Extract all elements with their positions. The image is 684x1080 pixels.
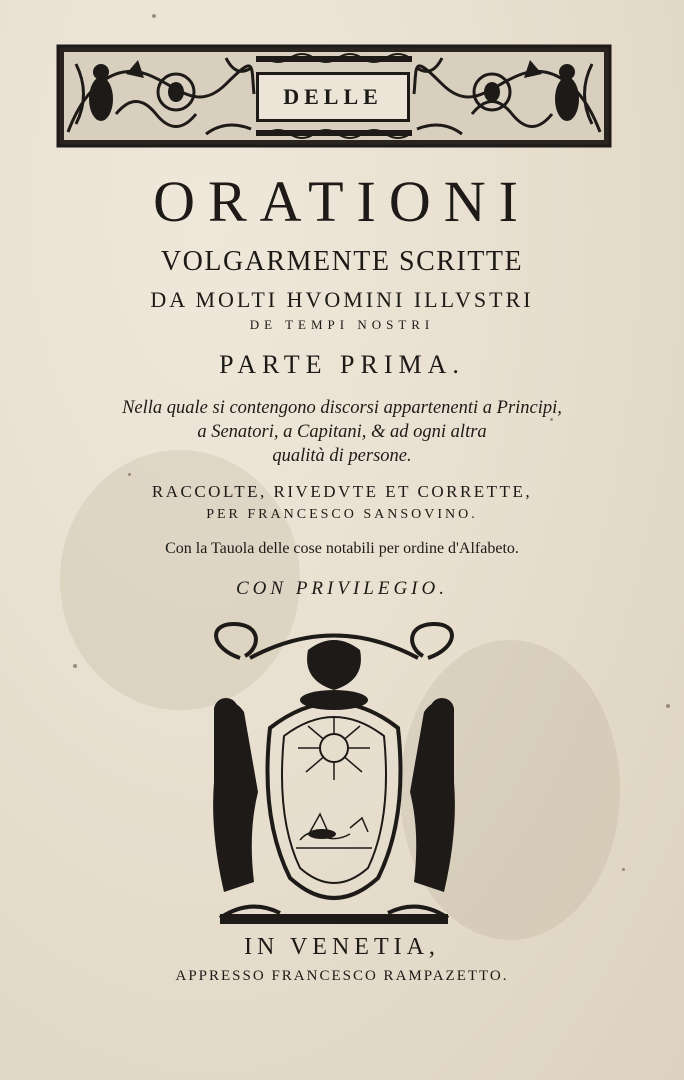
- imprint-printer: APPRESSO FRANCESCO RAMPAZETTO.: [175, 968, 509, 984]
- main-title: ORATIONI: [153, 169, 531, 234]
- imprint-city: IN VENETIA,: [244, 934, 440, 960]
- editor-line-2: PER FRANCESCO SANSOVINO.: [206, 507, 478, 522]
- paper-speck: [128, 473, 131, 476]
- description-line-1: Nella quale si contengono discorsi appartenenti a Principi,: [122, 398, 562, 418]
- ornamental-banner: [56, 44, 612, 148]
- subtitle-line-1: VOLGARMENTE SCRITTE: [160, 246, 524, 277]
- editor-line-1: RACCOLTE, RIVEDVTE ET CORRETTE,: [151, 482, 533, 501]
- printers-device-woodcut: [200, 618, 468, 930]
- part-heading: PARTE PRIMA.: [219, 350, 465, 379]
- subtitle-line-2: DA MOLTI HVOMINI ILLVSTRI: [150, 287, 534, 312]
- privilege-line: CON PRIVILEGIO.: [236, 578, 448, 599]
- description-line-2: a Senatori, a Capitani, & ad ogni altra: [197, 422, 487, 442]
- subtitle-line-3: DE TEMPI NOSTRI: [249, 317, 435, 332]
- banner-label-box: [256, 72, 410, 122]
- description-line-3: qualità di persone.: [272, 446, 412, 466]
- paper-speck: [73, 664, 77, 668]
- paper-speck: [622, 868, 625, 871]
- banner-label: DELLE: [283, 84, 383, 109]
- paper-speck: [152, 14, 156, 18]
- printers-device-illustration: [200, 618, 468, 930]
- index-note: Con la Tauola delle cose notabili per ordine d'Alfabeto.: [165, 540, 519, 557]
- paper-speck: [666, 704, 670, 708]
